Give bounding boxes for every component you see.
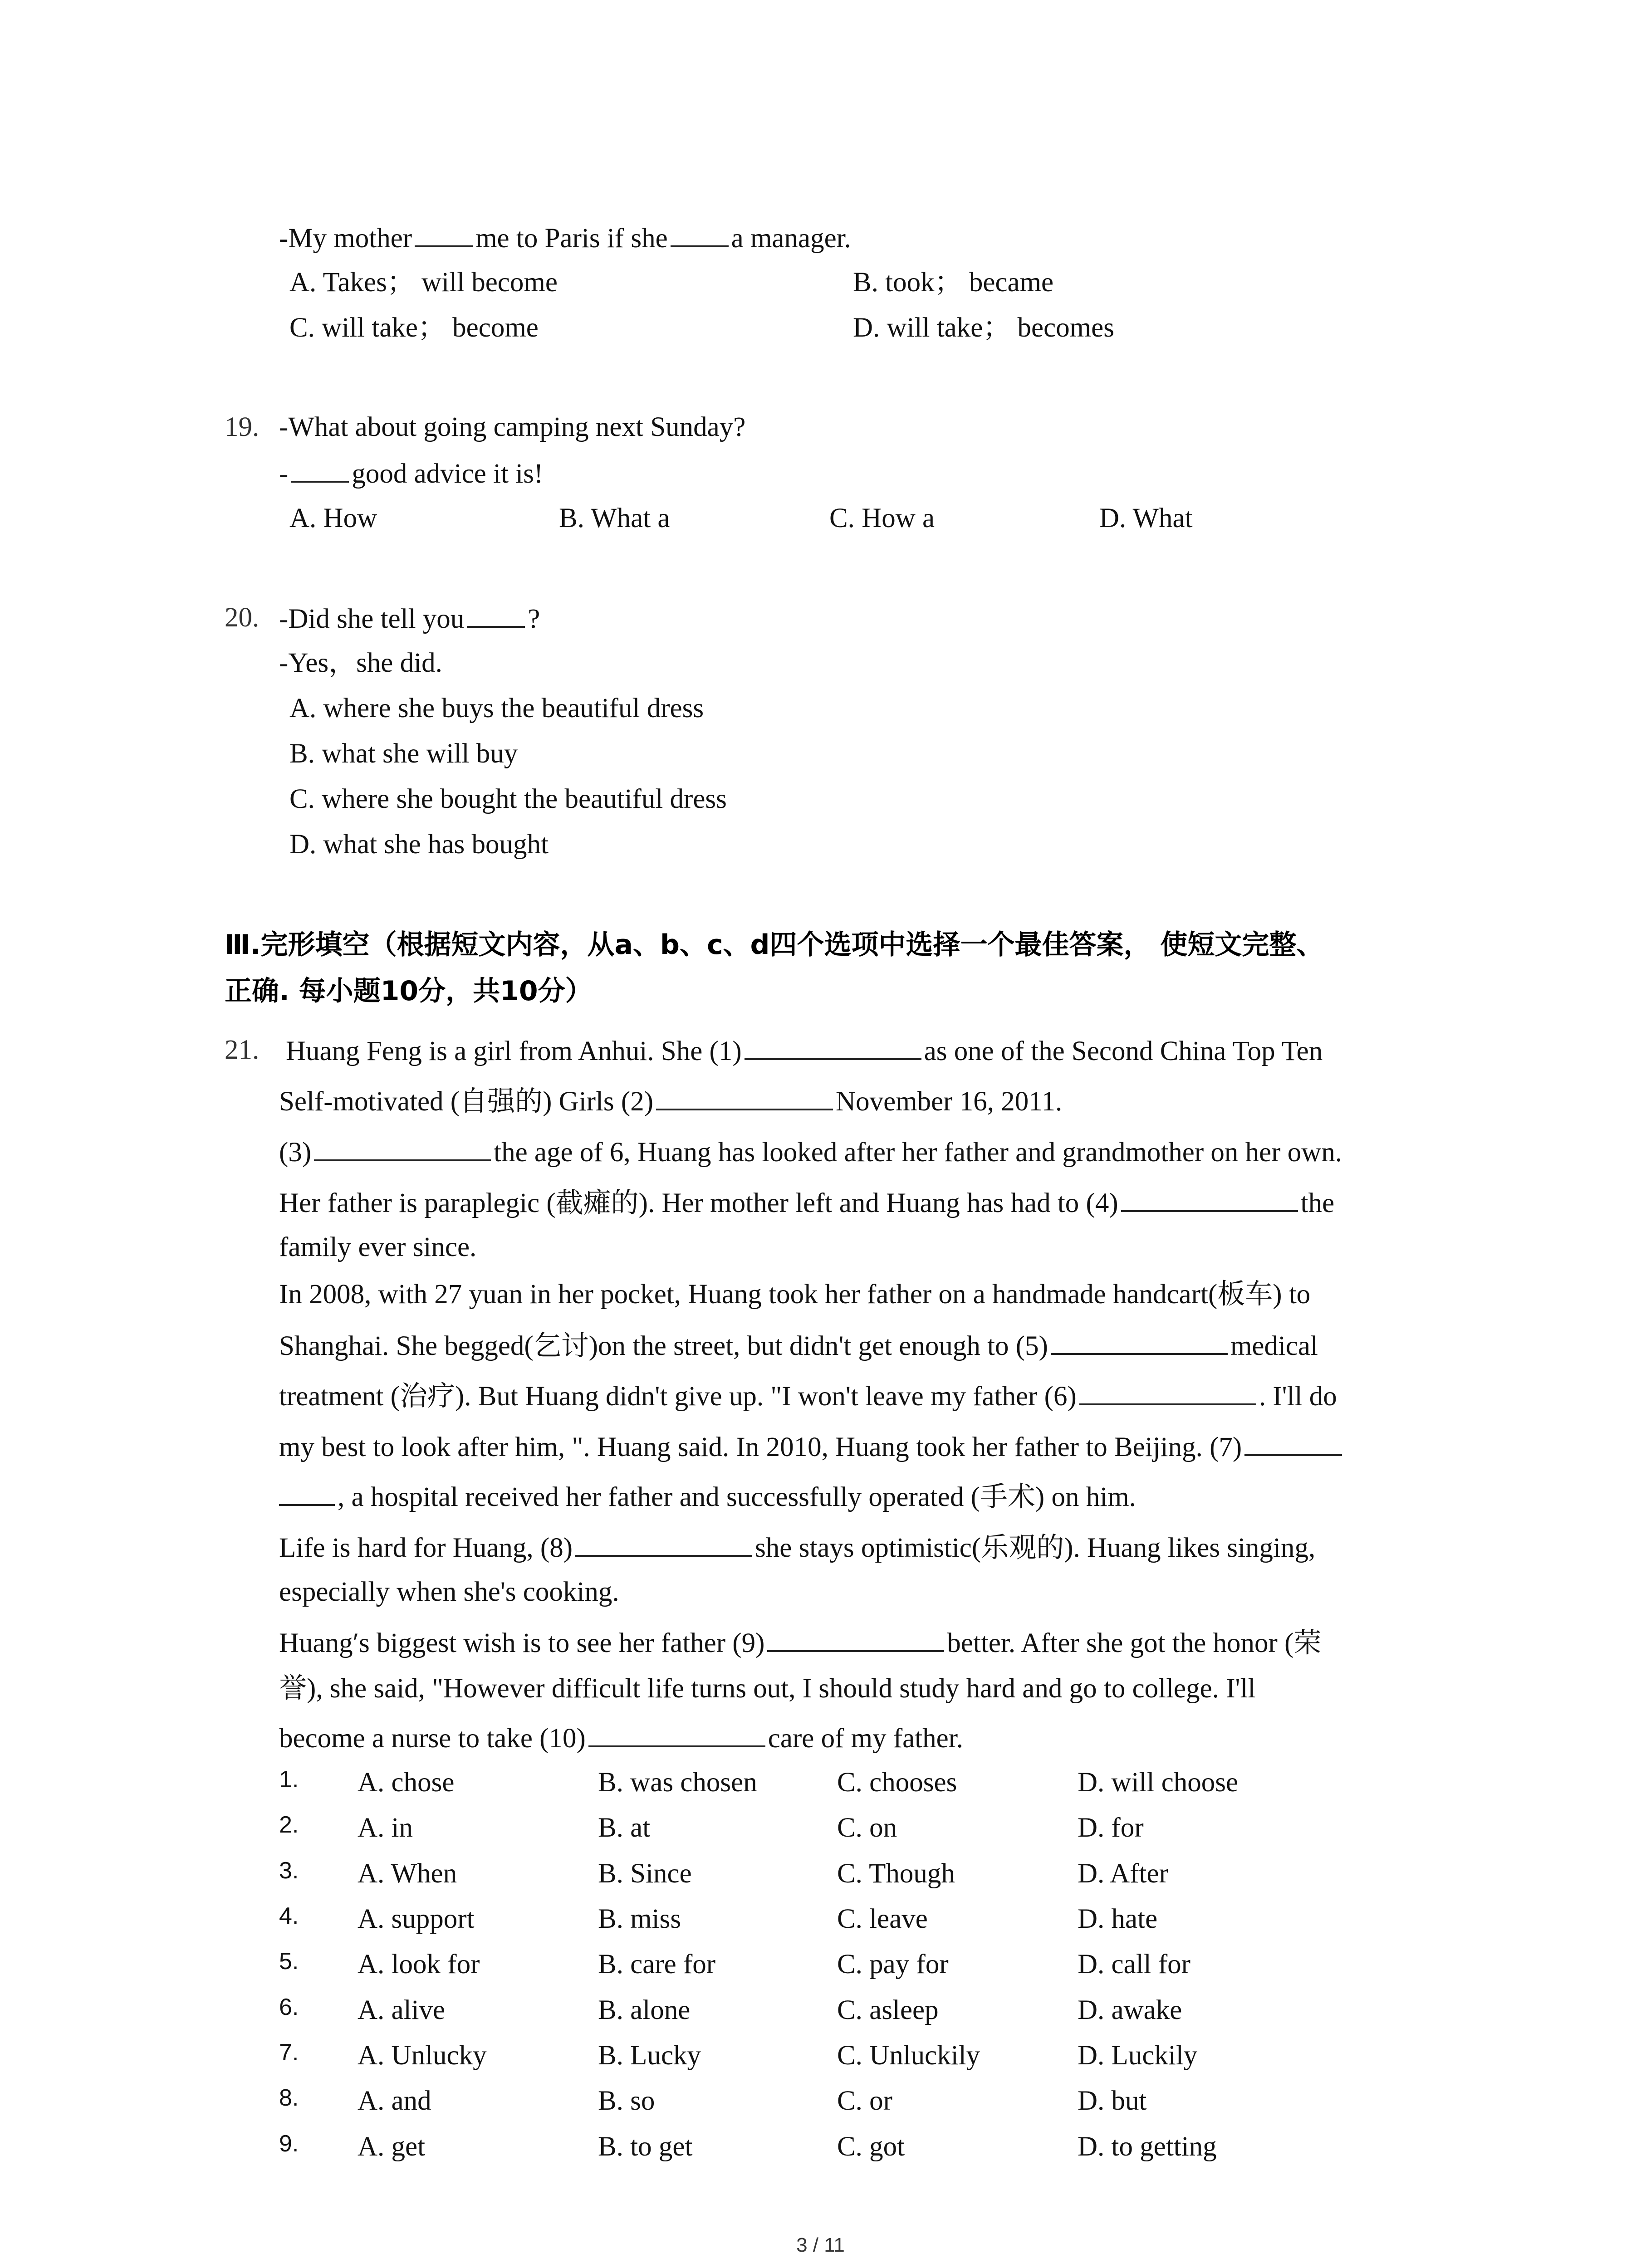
choice-option[interactable]: D. will choose <box>1078 1767 1239 1798</box>
choice-option[interactable]: A. chose <box>358 1767 455 1798</box>
choice-option[interactable]: A. alive <box>358 1995 446 2025</box>
choice-number: 3. <box>279 1857 299 1884</box>
passage-text: become a nurse to take (10) <box>279 1723 586 1754</box>
choice-option[interactable]: C. asleep <box>837 1995 939 2025</box>
passage-line <box>279 1184 1334 1222</box>
q20-option-d[interactable]: D. what she has bought <box>289 829 549 860</box>
passage-text: . I'll do <box>1259 1381 1337 1412</box>
page-number: 3 / 11 <box>796 2234 845 2256</box>
q19-option-a[interactable]: A. How <box>289 503 377 533</box>
passage-line <box>279 1327 1318 1364</box>
passage-text: November 16, 2011. <box>836 1086 1063 1117</box>
answer-blank[interactable] <box>671 219 729 247</box>
choice-option[interactable]: D. awake <box>1078 1995 1182 2025</box>
q18-text-3: a manager. <box>731 223 851 254</box>
choice-number: 8. <box>279 2085 299 2111</box>
passage-line: 誉), she said, "However difficult life turns out, I should study hard and go to college. I'll <box>279 1673 1256 1704</box>
q20-stem-1 <box>279 600 540 637</box>
choice-option[interactable]: D. hate <box>1078 1904 1158 1934</box>
choice-option[interactable]: D. After <box>1078 1858 1168 1889</box>
choice-option[interactable]: D. for <box>1078 1813 1144 1843</box>
choice-option[interactable]: C. chooses <box>837 1767 957 1798</box>
q20-option-a[interactable]: A. where she buys the beautiful dress <box>289 693 704 723</box>
choice-option[interactable]: A. Unlucky <box>358 2040 487 2071</box>
q18-option-c[interactable]: C. will take； become <box>289 313 539 343</box>
choice-option[interactable]: A. look for <box>358 1949 480 1980</box>
passage-text: (3) <box>279 1137 312 1168</box>
q19-option-d[interactable]: D. What <box>1099 503 1193 533</box>
answer-blank-7-cont[interactable] <box>279 1478 335 1506</box>
q18-stem <box>279 219 851 257</box>
q21-number: 21. <box>225 1035 260 1065</box>
answer-blank-10[interactable] <box>588 1719 765 1747</box>
choice-number: 7. <box>279 2039 299 2066</box>
passage-text: care of my father. <box>768 1723 963 1754</box>
passage-line: especially when she's cooking. <box>279 1577 619 1607</box>
passage-text: the <box>1300 1188 1335 1218</box>
answer-blank-5[interactable] <box>1051 1327 1228 1355</box>
passage-text: better. After she got the honor (荣 <box>947 1628 1322 1658</box>
choice-option[interactable]: D. to getting <box>1078 2131 1217 2162</box>
choice-option[interactable]: C. leave <box>837 1904 928 1934</box>
choice-option[interactable]: C. on <box>837 1813 897 1843</box>
passage-text: Life is hard for Huang, (8) <box>279 1533 573 1563</box>
q19-option-c[interactable]: C. How a <box>829 503 935 533</box>
passage-line <box>279 1377 1337 1415</box>
choice-number: 5. <box>279 1948 299 1975</box>
choice-number: 2. <box>279 1812 299 1838</box>
passage-text: Self-motivated (自强的) Girls (2) <box>279 1086 654 1117</box>
q20-number: 20. <box>225 602 260 633</box>
answer-blank-3[interactable] <box>314 1133 491 1161</box>
passage-line: family ever since. <box>279 1232 477 1262</box>
choice-option[interactable]: A. support <box>358 1904 475 1934</box>
choice-option[interactable]: B. at <box>598 1813 651 1843</box>
passage-text: Shanghai. She begged(乞讨)on the street, but didn't get enough to (5) <box>279 1331 1048 1361</box>
passage-text: medical <box>1230 1331 1318 1361</box>
answer-blank-1[interactable] <box>745 1032 921 1060</box>
section-title-line-2: 正确. 每小题10分，共10分） <box>225 975 593 1007</box>
answer-blank-4[interactable] <box>1121 1184 1298 1212</box>
passage-text: Her father is paraplegic (截瘫的). Her mother left and Huang has had to (4) <box>279 1188 1118 1218</box>
choice-option[interactable]: D. Luckily <box>1078 2040 1198 2071</box>
q19-text: good advice it is! <box>352 459 544 489</box>
answer-blank[interactable] <box>291 455 349 483</box>
choice-option[interactable]: C. got <box>837 2131 905 2162</box>
choice-option[interactable]: B. Since <box>598 1858 692 1889</box>
choice-option[interactable]: C. Unluckily <box>837 2040 980 2071</box>
choice-option[interactable]: C. pay for <box>837 1949 949 1980</box>
choice-option[interactable]: A. When <box>358 1858 457 1889</box>
choice-option[interactable]: B. so <box>598 2086 655 2116</box>
passage-text: my best to look after him, ". Huang said. In 2010, Huang took her father to Beijing. (7) <box>279 1432 1242 1462</box>
q18-option-a[interactable]: A. Takes； will become <box>289 267 558 298</box>
choice-number: 4. <box>279 1903 299 1929</box>
passage-text: the age of 6, Huang has looked after her father and grandmother on her own. <box>494 1137 1342 1168</box>
answer-blank-6[interactable] <box>1079 1377 1256 1405</box>
choice-number: 6. <box>279 1994 299 2020</box>
answer-blank-7[interactable] <box>1244 1428 1342 1456</box>
section-title-line-1: Ⅲ.完形填空（根据短文内容，从a、b、c、d四个选项中选择一个最佳答案， 使短文完整、 <box>225 929 1324 961</box>
choice-option[interactable]: B. Lucky <box>598 2040 701 2071</box>
choice-option[interactable]: D. call for <box>1078 1949 1190 1980</box>
answer-blank-9[interactable] <box>767 1624 944 1652</box>
choice-option[interactable]: B. alone <box>598 1995 691 2025</box>
q20-stem-2: -Yes，she did. <box>279 648 442 678</box>
passage-text: , a hospital received her father and successfully operated (手术) on him. <box>338 1482 1136 1512</box>
passage-line <box>279 1529 1315 1566</box>
answer-blank[interactable] <box>467 600 525 628</box>
choice-option[interactable]: A. and <box>358 2086 431 2116</box>
q20-text-1: -Did she tell you <box>279 604 465 634</box>
passage-line <box>279 1624 1321 1662</box>
q20-text-2: ? <box>528 604 540 634</box>
choice-option[interactable]: B. miss <box>598 1904 681 1934</box>
q18-option-b[interactable]: B. took； became <box>853 267 1054 298</box>
passage-line <box>279 1133 1342 1171</box>
passage-text: Huang′s biggest wish is to see her father (9) <box>279 1628 765 1658</box>
q18-option-d[interactable]: D. will take； becomes <box>853 313 1114 343</box>
choice-option[interactable]: B. care for <box>598 1949 716 1980</box>
choice-option[interactable]: C. Though <box>837 1858 955 1889</box>
passage-line <box>279 1719 963 1757</box>
answer-blank-8[interactable] <box>575 1529 752 1557</box>
passage-text: she stays optimistic(乐观的). Huang likes singing, <box>755 1533 1316 1563</box>
choice-option[interactable]: D. but <box>1078 2086 1147 2116</box>
answer-blank-2[interactable] <box>656 1082 833 1110</box>
q19-stem-1: -What about going camping next Sunday? <box>279 412 746 442</box>
choice-number: 1. <box>279 1766 299 1793</box>
q18-text-2: me to Paris if she <box>475 223 668 254</box>
passage-text: treatment (治疗). But Huang didn't give up. "I won't leave my father (6) <box>279 1381 1077 1412</box>
choice-option[interactable]: A. get <box>358 2131 426 2162</box>
choice-number: 9. <box>279 2131 299 2157</box>
q19-number: 19. <box>225 412 260 442</box>
q20-option-c[interactable]: C. where she bought the beautiful dress <box>289 784 727 814</box>
choice-option[interactable]: B. was chosen <box>598 1767 757 1798</box>
q18-text-1: -My mother <box>279 223 412 254</box>
passage-text: as one of the Second China Top Ten <box>924 1036 1323 1066</box>
passage-line <box>279 1478 1136 1515</box>
choice-option[interactable]: C. or <box>837 2086 892 2116</box>
passage-line: In 2008, with 27 yuan in her pocket, Huang took her father on a handmade handcart(板车) to <box>279 1279 1311 1310</box>
passage-text: Huang Feng is a girl from Anhui. She (1) <box>286 1036 742 1066</box>
q20-option-b[interactable]: B. what she will buy <box>289 738 518 769</box>
q19-dash: - <box>279 459 289 489</box>
passage-line <box>279 1082 1062 1120</box>
choice-option[interactable]: B. to get <box>598 2131 693 2162</box>
choice-option[interactable]: A. in <box>358 1813 413 1843</box>
passage-line <box>286 1032 1323 1070</box>
answer-blank[interactable] <box>415 219 473 247</box>
passage-line <box>279 1428 1345 1466</box>
q19-stem-2 <box>279 455 543 492</box>
q19-option-b[interactable]: B. What a <box>559 503 670 533</box>
